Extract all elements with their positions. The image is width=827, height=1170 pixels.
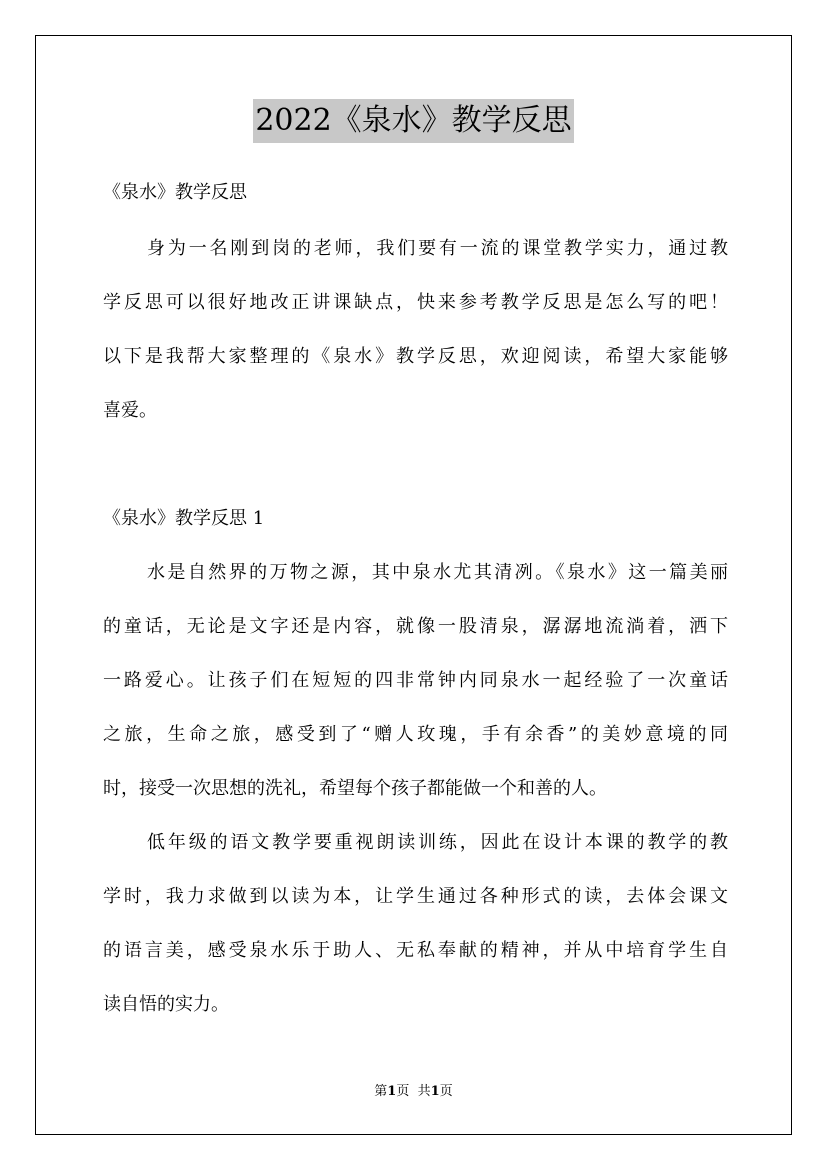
page-unit: 页 [396, 1084, 410, 1099]
intro-line: 以下是我帮大家整理的《泉水》教学反思，欢迎阅读，希望大家能够 [103, 346, 728, 367]
paragraph-line: 的语言美，感受泉水乐于助人、无私奉献的精神，并从中培育学生自 [103, 940, 728, 961]
paragraph-line: 读自悟的实力。 [103, 994, 229, 1015]
paragraph-line: 的童话，无论是文字还是内容，就像一股清泉，潺潺地流淌着，洒下 [103, 616, 728, 637]
paragraph-line: 水是自然界的万物之源，其中泉水尤其清冽。《泉水》这一篇美丽 [147, 562, 728, 583]
page-current: 1 [387, 1084, 397, 1099]
paragraph-line: 时，接受一次思想的洗礼，希望每个孩子都能做一个和善的人。 [103, 778, 607, 799]
intro-line: 喜爱。 [103, 400, 157, 421]
subtitle: 《泉水》教学反思 [103, 182, 247, 203]
page-prefix: 第 [374, 1084, 388, 1099]
total-prefix: 共 [417, 1084, 431, 1099]
intro-line: 学反思可以很好地改正讲课缺点，快来参考教学反思是怎么写的吧！ [103, 292, 728, 313]
paragraph-line: 学时，我力求做到以读为本，让学生通过各种形式的读，去体会课文 [103, 886, 728, 907]
intro-line: 身为一名刚到岗的老师，我们要有一流的课堂教学实力，通过教 [147, 238, 728, 259]
document-title: 2022《泉水》教学反思 [253, 99, 573, 143]
title-container [0, 99, 827, 143]
total-unit: 页 [439, 1084, 453, 1099]
paragraph-line: 低年级的语文教学要重视朗读训练，因此在设计本课的教学的教 [147, 832, 728, 853]
paragraph-line: 之旅，生命之旅，感受到了“赠人玫瑰，手有余香”的美妙意境的同 [103, 724, 728, 745]
page-total: 1 [430, 1084, 440, 1099]
paragraph-line: 一路爱心。让孩子们在短短的四非常钟内同泉水一起经验了一次童话 [103, 670, 728, 691]
page-footer [0, 1083, 827, 1101]
section-heading: 《泉水》教学反思 1 [103, 508, 265, 529]
